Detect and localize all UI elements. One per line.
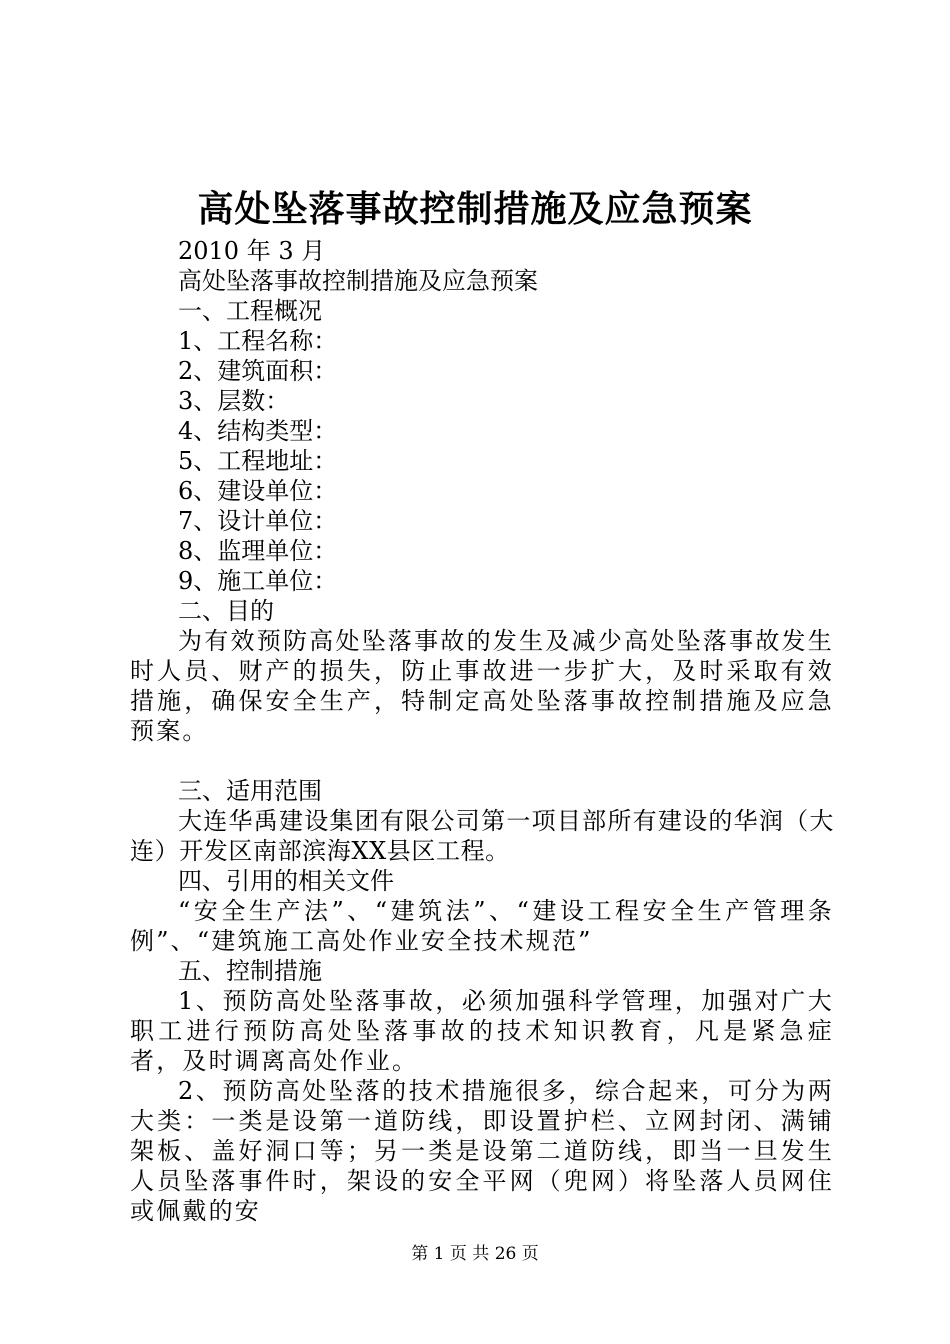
- scope-paragraph: 大连华禹建设集团有限公司第一项目部所有建设的华润（大连）开发区南部滨海XX县区工程。: [130, 807, 834, 865]
- page-number-footer: 第 1 页 共 26 页: [411, 1244, 539, 1264]
- overview-item: 4、结构类型：: [178, 417, 338, 445]
- section-heading-measures: 五、控制措施: [178, 957, 322, 985]
- section-heading-references: 四、引用的相关文件: [178, 867, 394, 895]
- section-heading-scope: 三、适用范围: [178, 777, 322, 805]
- measures-paragraph: 2、预防高处坠落的技术措施很多，综合起来，可分为两大类：一类是设第一道防线，即设置护栏、立网封闭、满铺架板、盖好洞口等；另一类是设第二道防线，即当一旦发生人员坠落事件时，架设的安全平网（兜网）将坠落人员网住或佩戴的安: [130, 1077, 834, 1225]
- section-heading-purpose: 二、目的: [178, 597, 274, 625]
- overview-item: 3、层数：: [178, 387, 290, 415]
- document-title: 高处坠落事故控制措施及应急预案: [197, 188, 753, 230]
- overview-item: 9、施工单位：: [178, 567, 338, 595]
- document-subtitle: 高处坠落事故控制措施及应急预案: [178, 267, 538, 295]
- overview-item: 5、工程地址：: [178, 447, 338, 475]
- document-date: 2010 年 3 月: [178, 237, 326, 265]
- paragraph-spacer: [130, 746, 834, 776]
- overview-item: 8、监理单位：: [178, 537, 338, 565]
- overview-item: 1、工程名称：: [178, 327, 338, 355]
- purpose-paragraph: 为有效预防高处坠落事故的发生及减少高处坠落事故发生时人员、财产的损失，防止事故进一步扩大，及时采取有效措施，确保安全生产，特制定高处坠落事故控制措施及应急预案。: [130, 627, 834, 745]
- overview-item: 7、设计单位：: [178, 507, 338, 535]
- measures-paragraph: 1、预防高处坠落事故，必须加强科学管理，加强对广大职工进行预防高处坠落事故的技术知识教育，凡是紧急症者，及时调离高处作业。: [130, 987, 834, 1075]
- overview-item: 2、建筑面积：: [178, 357, 338, 385]
- document-body: [130, 236, 834, 1226]
- section-heading-overview: 一、工程概况: [178, 297, 322, 325]
- overview-item: 6、建设单位：: [178, 477, 338, 505]
- references-paragraph: “安全生产法”、“建筑法”、“建设工程安全生产管理条例”、“建筑施工高处作业安全技术规范”: [130, 897, 834, 955]
